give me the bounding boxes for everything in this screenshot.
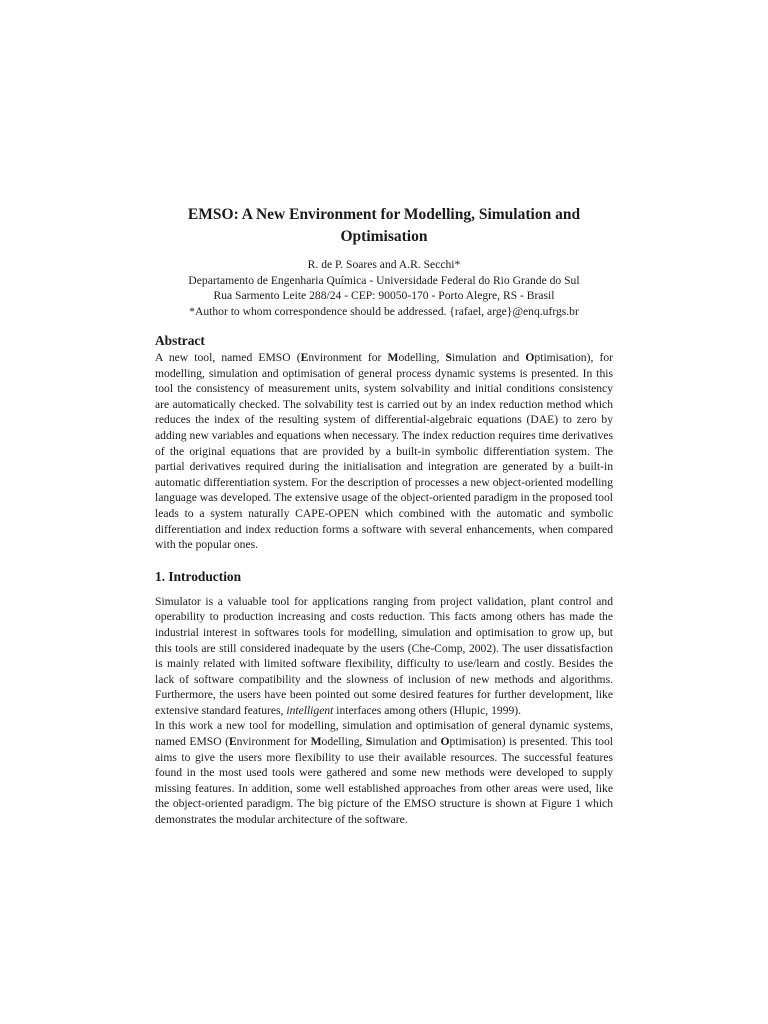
acronym-word-o: ptimisation)	[449, 735, 506, 749]
acronym-word-s: imulation and	[451, 351, 526, 364]
abstract-paragraph	[155, 350, 613, 553]
acronym-letter-e: E	[228, 735, 237, 749]
author-block	[155, 257, 613, 319]
acronym-letter-m: M	[310, 735, 322, 749]
acronym-word-s: imulation and	[372, 735, 441, 749]
authors: R. de P. Soares and A.R. Secchi*	[307, 258, 461, 271]
acronym-letter-s: S	[365, 735, 373, 749]
paper-page	[155, 204, 613, 828]
acronym-word-e: nvironment for	[308, 351, 388, 364]
intro-p2-text-a: In this work a new tool for modelling, simulation and optimisation of general dynamic systems, named EMSO (	[155, 719, 613, 749]
affiliation-department: Departamento de Engenharia Química - Universidade Federal do Rio Grande do Sul	[188, 273, 580, 287]
acronym-letter-e: E	[300, 351, 309, 364]
abstract-heading: Abstract	[155, 333, 205, 348]
abstract-body: for modelling, simulation and optimisation of general process dynamic systems is presented. In this tool the consistency of measurement units, system solvability and initial conditions consistency are automatically checked. The solvability test is carried out by an index reduction method which reduces the index of the resulting system of differential-algebraic equations (DAE) to zero by adding new variables and equations when necessary. The index reduction requires time derivatives of the original equations that are provided by a built-in symbolic differentiation system. The partial derivatives required during the initialisation and integration are generated by a built-in automatic differentiation system. For the description of processes a new object-oriented modelling language was developed. The extensive usage of the object-oriented paradigm in the proposed tool leads to a system naturally CAPE-OPEN which combined with the automatic and symbolic differentiation and index reduction forms a software with several enhancements, when compared with the popular ones.	[155, 351, 613, 552]
intro-p1-italic: intelligent	[286, 703, 334, 717]
acronym-letter-o: O	[525, 351, 535, 364]
acronym-word-m: odelling,	[321, 735, 366, 749]
acronym-word-o: ptimisation),	[534, 351, 594, 364]
intro-p1-text-b: interfaces among others (Hlupic, 1999).	[333, 703, 522, 717]
affiliation-address: Rua Sarmento Leite 288/24 - CEP: 90050-170 - Porto Alegre, RS - Brasil	[213, 289, 555, 302]
acronym-letter-o: O	[440, 735, 450, 749]
acronym-word-e: nvironment for	[236, 735, 311, 749]
acronym-letter-s: S	[445, 351, 452, 364]
introduction-paragraph-1	[155, 594, 613, 719]
acronym-word-m: odelling,	[398, 351, 446, 364]
abstract-intro: A new tool, named EMSO (	[155, 351, 301, 364]
intro-p1-text-a: Simulator is a valuable tool for applications ranging from project validation, plant control and operability to production increasing and costs reduction. This facts among others has made the industrial interest in softwares tools for modelling, simulation and optimisation to grow up, but this tools are still considered inadequate by the users (Che-Comp, 2002). The user dissatisfaction is mainly related with limited software flexibility, difficulty to use/learn and costly. Besides the lack of software compatibility and the slowness of inclusion of new methods and algorithms. Furthermore, the users have been pointed out some desired features for further development, like extensive standard features,	[155, 594, 613, 717]
introduction-heading: 1. Introduction	[155, 568, 242, 584]
paper-title: EMSO: A New Environment for Modelling, Simulation and Optimisation	[187, 206, 581, 245]
intro-p2-text-b: is presented. This tool aims to give the users more flexibility to use their available resources. The successful features found in the most used tools were gathered and some new methods were developed to supply missing features. In addition, some well established approaches from other areas were used, like the object-oriented paradigm. The big picture of the EMSO structure is shown at Figure 1 which demonstrates the modular architecture of the software.	[155, 735, 613, 827]
introduction-paragraph-2	[155, 718, 613, 827]
acronym-letter-m: M	[387, 351, 399, 364]
correspondence-note: *Author to whom correspondence should be addressed. {rafael, arge}@enq.ufrgs.br	[189, 304, 579, 318]
